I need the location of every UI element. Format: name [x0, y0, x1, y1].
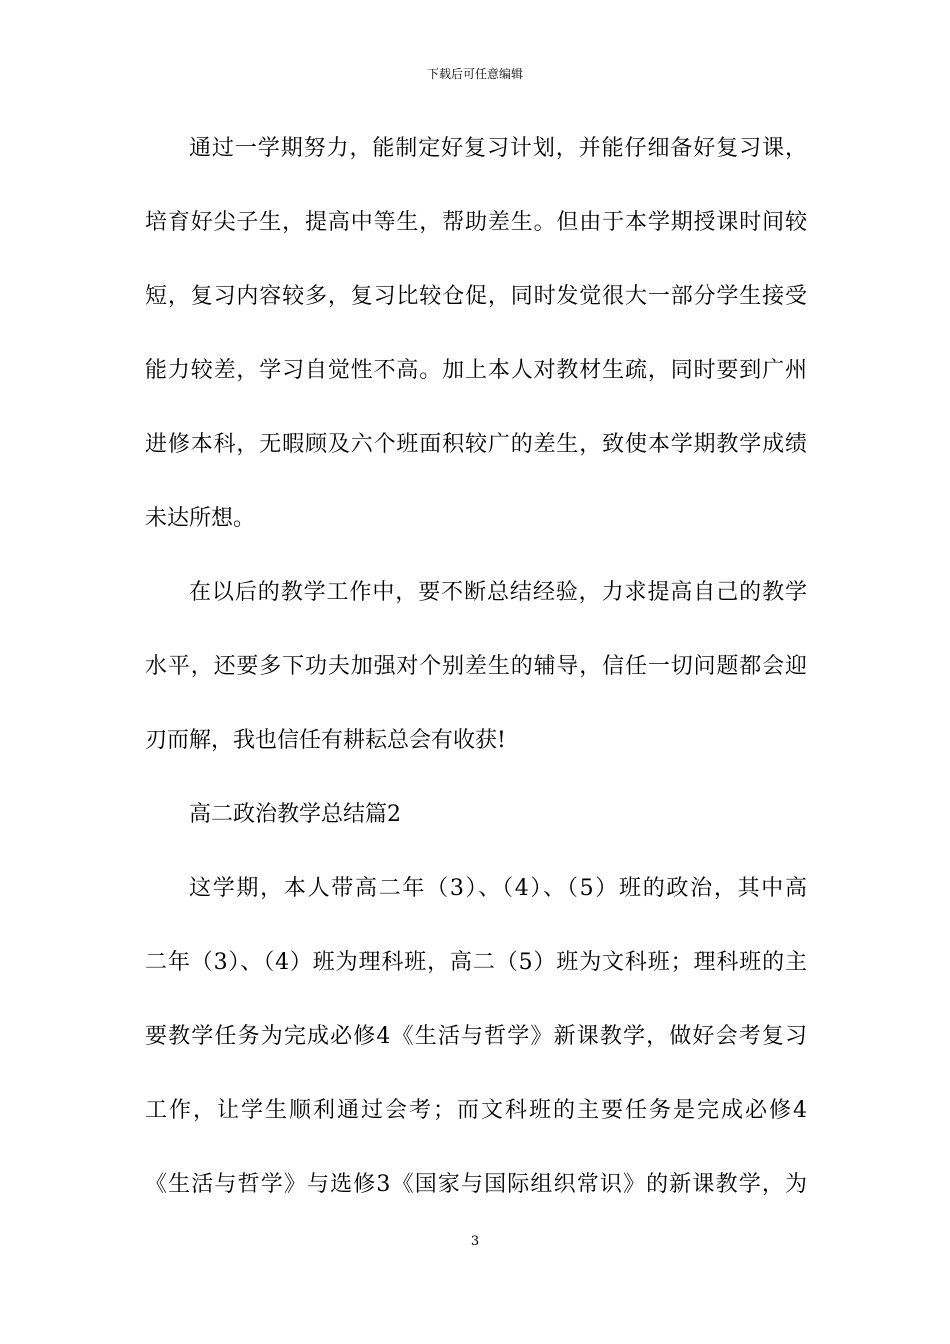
paragraph-1-line-6: 未达所想。 [145, 506, 256, 531]
paragraph-4-line-3: 要教学任务为完成必修4《生活与哲学》新课教学，做好会考复习 [145, 1024, 807, 1049]
paragraph-1-line-1: 通过一学期努力，能制定好复习计划，并能仔细备好复习课， [189, 136, 807, 161]
paragraph-1-line-3: 短，复习内容较多，复习比较仓促，同时发觉很大一部分学生接受 [145, 284, 807, 309]
paragraph-1-line-2: 培育好尖子生，提高中等生，帮助差生。但由于本学期授课时间较 [145, 210, 807, 235]
page-header: 下载后可任意编辑 [426, 67, 523, 81]
paragraph-4-line-5: 《生活与哲学》与选修3《国家与国际组织常识》的新课教学，为 [145, 1172, 807, 1197]
paragraph-2-line-3: 刃而解，我也信任有耕耘总会有收获! [145, 728, 506, 753]
paragraph-1-line-5: 进修本科，无暇顾及六个班面积较广的差生，致使本学期教学成绩 [145, 432, 807, 457]
document-body [145, 129, 807, 1239]
paragraph-2-line-2: 水平，还要多下功夫加强对个别差生的辅导，信任一切问题都会迎 [145, 654, 807, 679]
paragraph-4-line-4: 工作，让学生顺利通过会考；而文科班的主要任务是完成必修4 [145, 1098, 807, 1123]
paragraph-2-line-1: 在以后的教学工作中，要不断总结经验，力求提高自己的教学 [189, 580, 807, 605]
paragraph-1-line-4: 能力较差，学习自觉性不高。加上本人对教材生疏，同时要到广州 [145, 358, 807, 383]
paragraph-4-line-2: 二年（3）、（4）班为理科班，高二（5）班为文科班；理科班的主 [145, 950, 807, 975]
paragraph-4-line-1: 这学期，本人带高二年（3）、（4）、（5）班的政治，其中高 [189, 876, 807, 901]
section-heading: 高二政治教学总结篇2 [189, 802, 401, 827]
page-number: 3 [470, 1234, 480, 1249]
